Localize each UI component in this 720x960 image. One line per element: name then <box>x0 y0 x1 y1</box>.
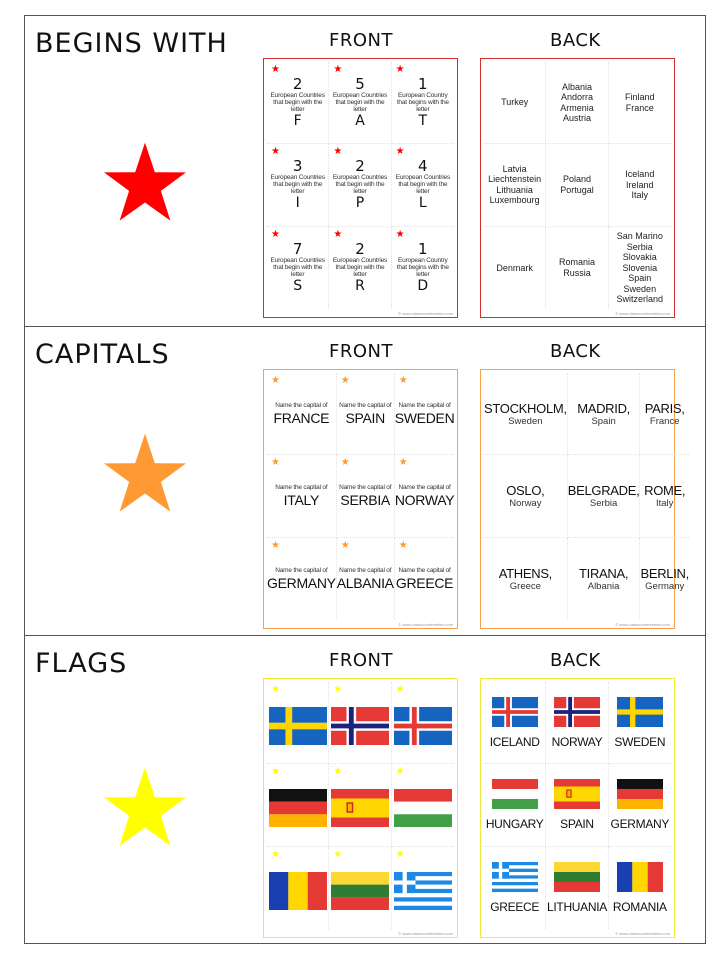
lithuania-flag <box>554 862 600 892</box>
flag-country-name: GREECE <box>490 899 540 914</box>
greece-flag <box>394 872 452 910</box>
mini-star-icon: ★ <box>271 684 280 695</box>
front-card <box>392 62 454 144</box>
back-card <box>484 764 546 846</box>
capitals-star-icon <box>101 431 189 519</box>
back-card <box>640 373 688 455</box>
card-count: 1 <box>418 240 428 259</box>
back-card <box>484 62 546 144</box>
capital-prompt: Name the capital of <box>275 566 328 574</box>
copyright-footer: © www.classroomfreebies.com <box>398 622 453 627</box>
answer-list: Poland Portugal <box>560 174 594 195</box>
front-label: FRONT <box>329 650 393 671</box>
mini-star-icon: ★ <box>271 228 280 240</box>
back-card <box>568 455 641 537</box>
back-card <box>546 847 608 929</box>
back-card <box>546 227 608 309</box>
flag-card-image <box>617 862 663 892</box>
flag-country-name: SWEDEN <box>614 734 666 749</box>
front-card <box>329 764 391 846</box>
front-card-grid <box>267 62 454 309</box>
mini-star-icon: ★ <box>398 539 408 551</box>
iceland-flag <box>492 697 538 727</box>
mini-star-icon: ★ <box>271 375 280 386</box>
copyright-footer: © www.classroomfreebies.com <box>615 622 670 627</box>
flag-card-image <box>269 789 327 827</box>
back-card <box>484 373 568 455</box>
card-count: 2 <box>355 240 365 259</box>
front-card-grid <box>267 373 454 620</box>
front-card <box>329 227 391 309</box>
card-count: 7 <box>292 240 303 259</box>
country-name: GERMANY <box>267 574 336 591</box>
begins-with-back-sheet <box>480 58 675 318</box>
front-card <box>267 144 329 226</box>
capital-country: Serbia <box>589 497 618 509</box>
card-letter: T <box>418 113 428 130</box>
lithuania-flag <box>331 872 389 910</box>
mini-star-icon: ★ <box>395 766 405 778</box>
country-name: FRANCE <box>273 409 330 426</box>
front-card <box>392 847 454 929</box>
mini-star-icon: ★ <box>333 684 343 695</box>
mini-star-icon: ★ <box>340 457 350 469</box>
sweden-flag <box>617 697 663 727</box>
card-letter: P <box>355 195 365 212</box>
card-description: European Countries that begin with the letter <box>332 257 388 279</box>
capital-country: Norway <box>509 497 542 509</box>
front-card <box>329 62 391 144</box>
capitals-section <box>25 326 705 635</box>
front-card <box>267 682 329 764</box>
back-card <box>546 144 608 226</box>
card-letter: A <box>355 113 365 130</box>
front-card <box>392 682 454 764</box>
back-label: BACK <box>550 650 601 671</box>
flag-country-name: NORWAY <box>551 734 603 749</box>
front-card <box>395 455 455 537</box>
flag-card-image <box>394 789 452 827</box>
begins-with-star-icon <box>101 140 189 228</box>
mini-star-icon: ★ <box>398 457 408 469</box>
capital-prompt: Name the capital of <box>398 401 451 409</box>
capital-prompt: Name the capital of <box>339 401 392 409</box>
back-card <box>609 62 671 144</box>
capital-city: STOCKHOLM, <box>484 400 567 416</box>
capital-city: BERLIN, <box>640 565 689 581</box>
capital-city: BELGRADE, <box>567 482 640 498</box>
back-card <box>546 62 608 144</box>
spain-flag <box>331 789 389 827</box>
back-card <box>609 847 671 929</box>
front-card <box>329 847 391 929</box>
card-count: 2 <box>355 157 365 176</box>
capitals-back-sheet <box>480 369 689 629</box>
capitals-title: CAPITALS <box>35 339 170 370</box>
answer-list: Turkey <box>501 97 529 108</box>
front-card <box>337 538 395 620</box>
back-card <box>484 682 546 764</box>
flag-card-image <box>554 779 600 809</box>
answer-list: Romania Russia <box>558 257 595 278</box>
back-label: BACK <box>550 30 601 51</box>
mini-star-icon: ★ <box>333 64 343 75</box>
answer-list: San Marino Serbia Slovakia Slovenia Spain Sweden Switzerland <box>616 231 664 305</box>
front-card <box>337 373 395 455</box>
capital-country: Italy <box>655 497 674 509</box>
capital-prompt: Name the capital of <box>275 483 328 491</box>
mini-star-icon: ★ <box>333 228 343 240</box>
front-card <box>337 455 395 537</box>
spain-flag <box>554 779 600 809</box>
card-description: European Country that begins with the letter <box>396 257 449 279</box>
card-description: European Country that begins with the letter <box>396 92 449 114</box>
iceland-flag <box>394 707 452 745</box>
mini-star-icon: ★ <box>395 684 405 695</box>
flags-front-sheet <box>263 678 458 938</box>
card-description: European Countries that begin with the letter <box>270 92 325 114</box>
flag-card-image <box>331 789 389 827</box>
front-card <box>329 144 391 226</box>
front-card-grid <box>267 682 454 929</box>
answer-list: Albania Andorra Armenia Austria <box>560 81 594 124</box>
capital-prompt: Name the capital of <box>339 483 392 491</box>
capital-prompt: Name the capital of <box>398 483 451 491</box>
back-card <box>609 144 671 226</box>
front-card <box>267 62 329 144</box>
mini-star-icon: ★ <box>333 848 343 860</box>
worksheet-frame <box>24 15 706 944</box>
card-description: European Countries that begin with the letter <box>270 174 325 196</box>
copyright-footer: © www.classroomfreebies.com <box>615 311 670 316</box>
flag-country-name: SPAIN <box>560 816 594 831</box>
flag-country-name: ROMANIA <box>612 899 667 914</box>
mini-star-icon: ★ <box>395 146 405 158</box>
hungary-flag <box>492 779 538 809</box>
hungary-flag <box>394 789 452 827</box>
flag-card-image <box>554 862 600 892</box>
flag-country-name: HUNGARY <box>485 816 544 831</box>
back-card <box>546 764 608 846</box>
flag-card-image <box>617 697 663 727</box>
romania-flag <box>617 862 663 892</box>
front-card <box>267 764 329 846</box>
capital-city: MADRID, <box>577 400 630 416</box>
front-label: FRONT <box>329 341 393 362</box>
back-card <box>484 144 546 226</box>
norway-flag <box>331 707 389 745</box>
back-card <box>568 373 641 455</box>
mini-star-icon: ★ <box>395 64 405 75</box>
flag-card-image <box>492 779 538 809</box>
front-card <box>267 227 329 309</box>
front-card <box>392 764 454 846</box>
card-count: 4 <box>418 157 428 176</box>
capital-country: France <box>649 415 680 427</box>
front-card <box>395 373 455 455</box>
back-card <box>640 455 688 537</box>
capital-country: Sweden <box>508 415 543 427</box>
back-card <box>568 538 641 620</box>
back-label: BACK <box>550 341 601 362</box>
answer-list: Denmark <box>496 262 533 273</box>
begins-with-front-sheet <box>263 58 458 318</box>
back-card <box>484 455 568 537</box>
flag-card-image <box>394 707 452 745</box>
flags-section <box>25 635 705 944</box>
front-label: FRONT <box>329 30 393 51</box>
card-description: European Countries that begin with the letter <box>395 174 450 196</box>
capital-city: OSLO, <box>506 482 545 498</box>
capital-city: ROME, <box>644 482 686 498</box>
flag-card-image <box>617 779 663 809</box>
sweden-flag <box>269 707 327 745</box>
mini-star-icon: ★ <box>333 766 343 778</box>
capital-country: Germany <box>645 580 685 592</box>
country-name: GREECE <box>395 574 454 591</box>
card-count: 2 <box>292 75 303 94</box>
card-letter: I <box>295 195 300 212</box>
card-description: European Countries that begin with the letter <box>332 92 388 114</box>
capital-city: TIRANA, <box>579 565 629 581</box>
back-card-grid <box>484 373 689 620</box>
germany-flag <box>269 789 327 827</box>
back-card <box>609 227 671 309</box>
back-card <box>484 538 568 620</box>
answer-list: Iceland Ireland Italy <box>625 169 655 201</box>
mini-star-icon: ★ <box>271 766 280 778</box>
copyright-footer: © www.classroomfreebies.com <box>615 931 670 936</box>
capital-prompt: Name the capital of <box>339 566 392 574</box>
card-count: 1 <box>418 75 428 94</box>
mini-star-icon: ★ <box>271 457 280 469</box>
flag-country-name: ICELAND <box>489 734 540 749</box>
flags-star-icon <box>101 765 189 853</box>
capitals-front-sheet <box>263 369 458 629</box>
back-card <box>484 227 546 309</box>
front-card <box>395 538 455 620</box>
back-card-grid <box>484 682 671 929</box>
mini-star-icon: ★ <box>340 375 350 386</box>
copyright-footer: © www.classroomfreebies.com <box>398 931 453 936</box>
capital-city: PARIS, <box>644 400 685 416</box>
mini-star-icon: ★ <box>395 228 405 240</box>
card-count: 5 <box>355 75 365 94</box>
mini-star-icon: ★ <box>271 848 280 860</box>
card-letter: D <box>417 278 429 295</box>
country-name: ALBANIA <box>336 574 394 591</box>
country-name: SPAIN <box>345 409 385 426</box>
germany-flag <box>617 779 663 809</box>
flag-card-image <box>331 707 389 745</box>
capital-city: ATHENS, <box>498 565 552 581</box>
flag-card-image <box>269 872 327 910</box>
front-card <box>329 682 391 764</box>
country-name: ITALY <box>283 491 319 508</box>
back-card <box>546 682 608 764</box>
card-description: European Countries that begin with the letter <box>270 257 325 279</box>
answer-list: Finland France <box>625 92 655 113</box>
mini-star-icon: ★ <box>395 848 405 860</box>
front-card <box>267 455 337 537</box>
mini-star-icon: ★ <box>271 146 280 158</box>
flag-card-image <box>331 872 389 910</box>
capital-country: Spain <box>591 415 616 427</box>
mini-star-icon: ★ <box>271 64 280 75</box>
card-letter: L <box>418 195 427 212</box>
flag-country-name: LITHUANIA <box>547 899 607 914</box>
mini-star-icon: ★ <box>333 146 343 158</box>
flag-card-image <box>492 862 538 892</box>
norway-flag <box>554 697 600 727</box>
front-card <box>392 227 454 309</box>
country-name: SERBIA <box>340 491 390 508</box>
card-count: 3 <box>292 157 303 176</box>
capital-prompt: Name the capital of <box>275 401 328 409</box>
card-letter: S <box>293 278 303 295</box>
front-card <box>267 373 337 455</box>
flag-card-image <box>554 697 600 727</box>
country-name: NORWAY <box>394 491 455 508</box>
back-card <box>484 847 546 929</box>
capital-prompt: Name the capital of <box>398 566 451 574</box>
mini-star-icon: ★ <box>271 539 280 551</box>
flag-card-image <box>492 697 538 727</box>
card-letter: R <box>355 278 365 295</box>
flags-back-sheet <box>480 678 675 938</box>
mini-star-icon: ★ <box>398 375 408 386</box>
front-card <box>267 538 337 620</box>
mini-star-icon: ★ <box>340 539 350 551</box>
back-card-grid <box>484 62 671 309</box>
front-card <box>392 144 454 226</box>
flag-country-name: GERMANY <box>610 816 670 831</box>
capital-country: Greece <box>509 580 541 592</box>
begins-with-title: BEGINS WITH <box>35 28 228 59</box>
back-card <box>640 538 688 620</box>
country-name: SWEDEN <box>394 409 455 426</box>
card-letter: F <box>293 113 302 130</box>
answer-list: Latvia Liechtenstein Lithuania Luxembourg <box>488 163 542 206</box>
copyright-footer: © www.classroomfreebies.com <box>398 311 453 316</box>
capital-country: Albania <box>587 580 620 592</box>
flag-card-image <box>269 707 327 745</box>
begins-with-section <box>25 16 705 326</box>
card-description: European Countries that begin with the letter <box>332 174 388 196</box>
back-card <box>609 682 671 764</box>
flags-title: FLAGS <box>35 648 128 679</box>
front-card <box>267 847 329 929</box>
romania-flag <box>269 872 327 910</box>
flag-card-image <box>394 872 452 910</box>
back-card <box>609 764 671 846</box>
greece-flag <box>492 862 538 892</box>
